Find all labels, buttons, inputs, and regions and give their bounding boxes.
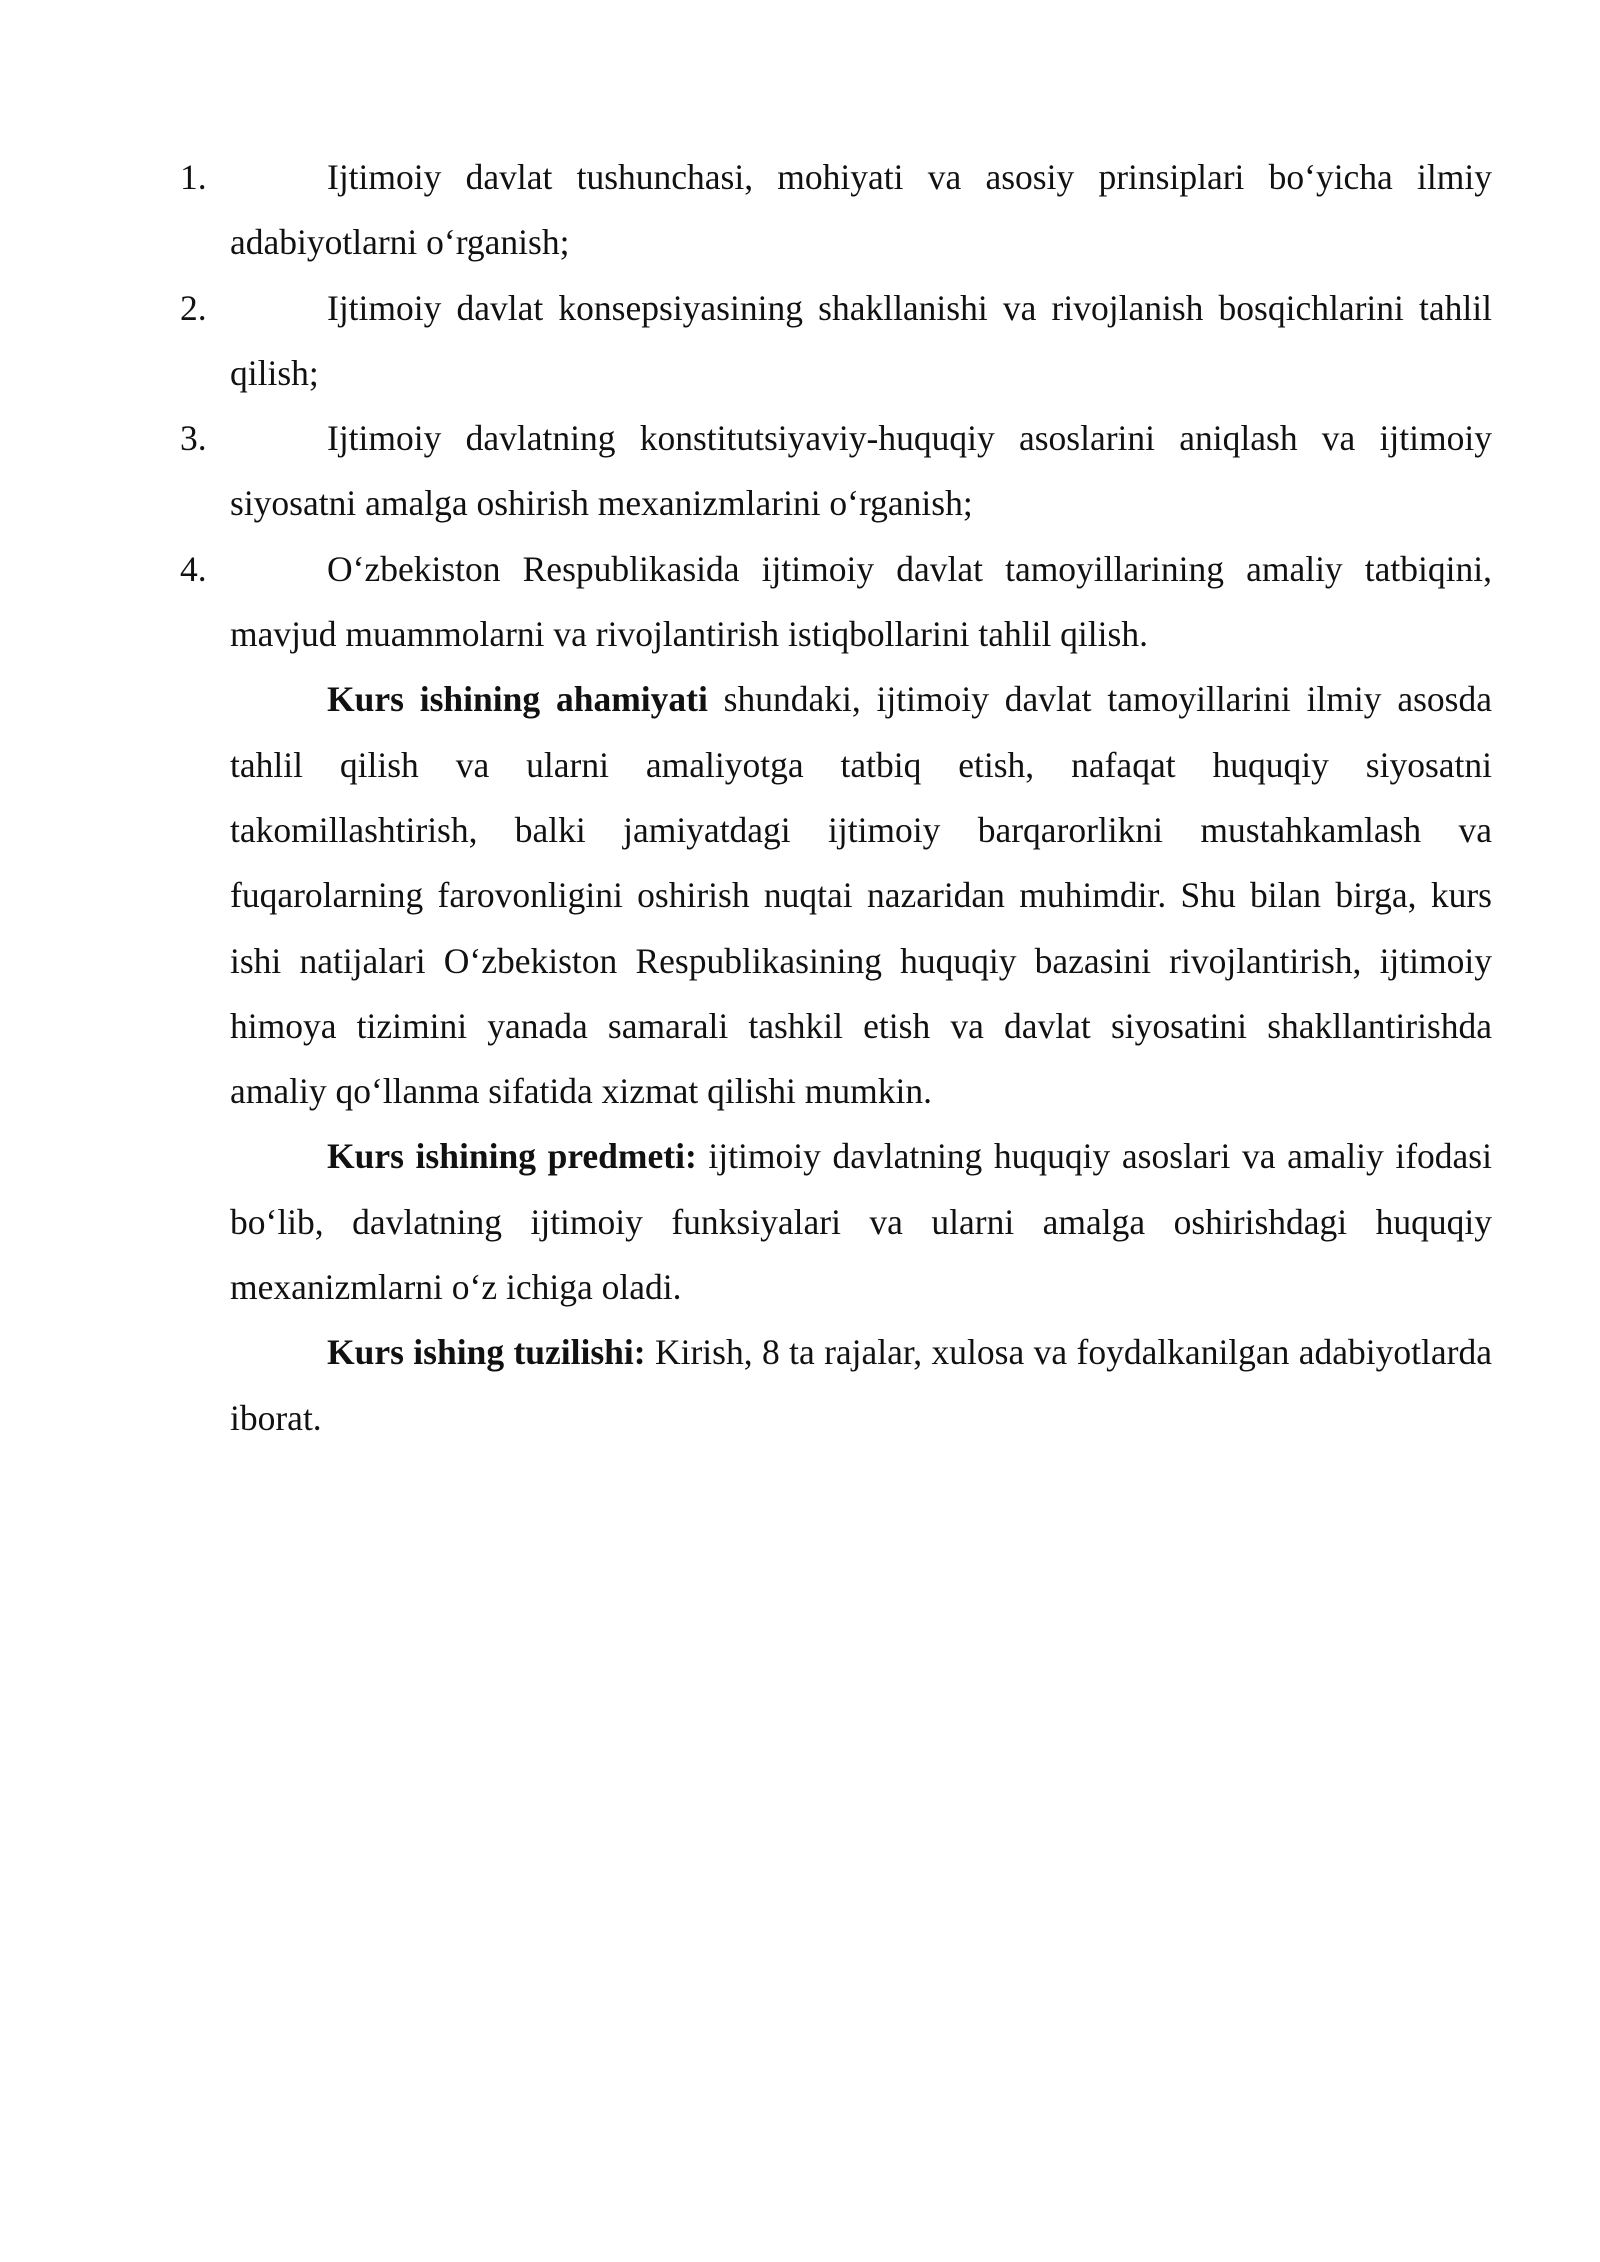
list-item-text: O‘zbekiston Respublikasida ijtimoiy davlat tamoyillarining amaliy tatbiqini, mavjud muammolarni va rivojlantirish istiqbollarini tahlil qilish. [230,548,1492,655]
significance-paragraph [230,667,1492,1124]
list-number: 1. [180,157,207,197]
list-number: 3. [180,418,207,459]
significance-text: shundaki, ijtimoiy davlat tamoyillarini ilmiy asosda tahlil qilish va ularni amaliyotga tatbiq etish, nafaqat huquqiy siyosatni takomillashtirish, balki jamiyatdagi ijtimoiy barqarorlikni mustahkamlash va fuqarolarning farovonligini oshirish nuqtai nazaridan muhimdir. Shu bilan birga, kurs ishi natijalari O‘zbekiston Respublikasining huquqiy bazasini rivojlantirish, ijtimoiy himoya tizimini yanada samarali tashkil etish va davlat siyosatini shakllantirishda amaliy qo‘llanma sifatida xizmat qilishi mumkin. [230,679,1492,1112]
significance-label: Kurs ishining ahamiyati [327,679,708,720]
subject-paragraph [230,1124,1492,1320]
list-number: 2. [180,287,207,328]
structure-paragraph [230,1320,1492,1451]
structure-label: Kurs ishing tuzilishi: [327,1332,646,1373]
list-item-text: Ijtimoiy davlat tushunchasi, mohiyati va asosiy prinsiplari bo‘yicha ilmiy adabiyotlarni o‘rganish; [230,157,1492,263]
objective-list-item-4 [180,537,1492,668]
objective-list-item-1 [180,145,1492,276]
list-item-text: Ijtimoiy davlatning konstitutsiyaviy-huquqiy asoslarini aniqlash va ijtimoiy siyosatni amalga oshirish mexanizmlarini o‘rganish; [230,418,1492,524]
structure-text: Kirish, 8 ta rajalar, xulosa va foydalkanilgan adabiyotlarda iborat. [230,1332,1492,1438]
list-item-text: Ijtimoiy davlat konsepsiyasining shakllanishi va rivojlanish bosqichlarini tahlil qilish; [230,287,1492,393]
document-body [180,145,1492,1451]
list-number: 4. [180,548,207,589]
subject-label: Kurs ishining predmeti: [327,1136,697,1177]
subject-text: ijtimoiy davlatning huquqiy asoslari va amaliy ifodasi bo‘lib, davlatning ijtimoiy funksiyalari va ularni amalga oshirishdagi huquqiy mexanizmlarni o‘z ichiga oladi. [230,1136,1492,1308]
objective-list-item-2 [180,276,1492,407]
objective-list-item-3 [180,406,1492,537]
